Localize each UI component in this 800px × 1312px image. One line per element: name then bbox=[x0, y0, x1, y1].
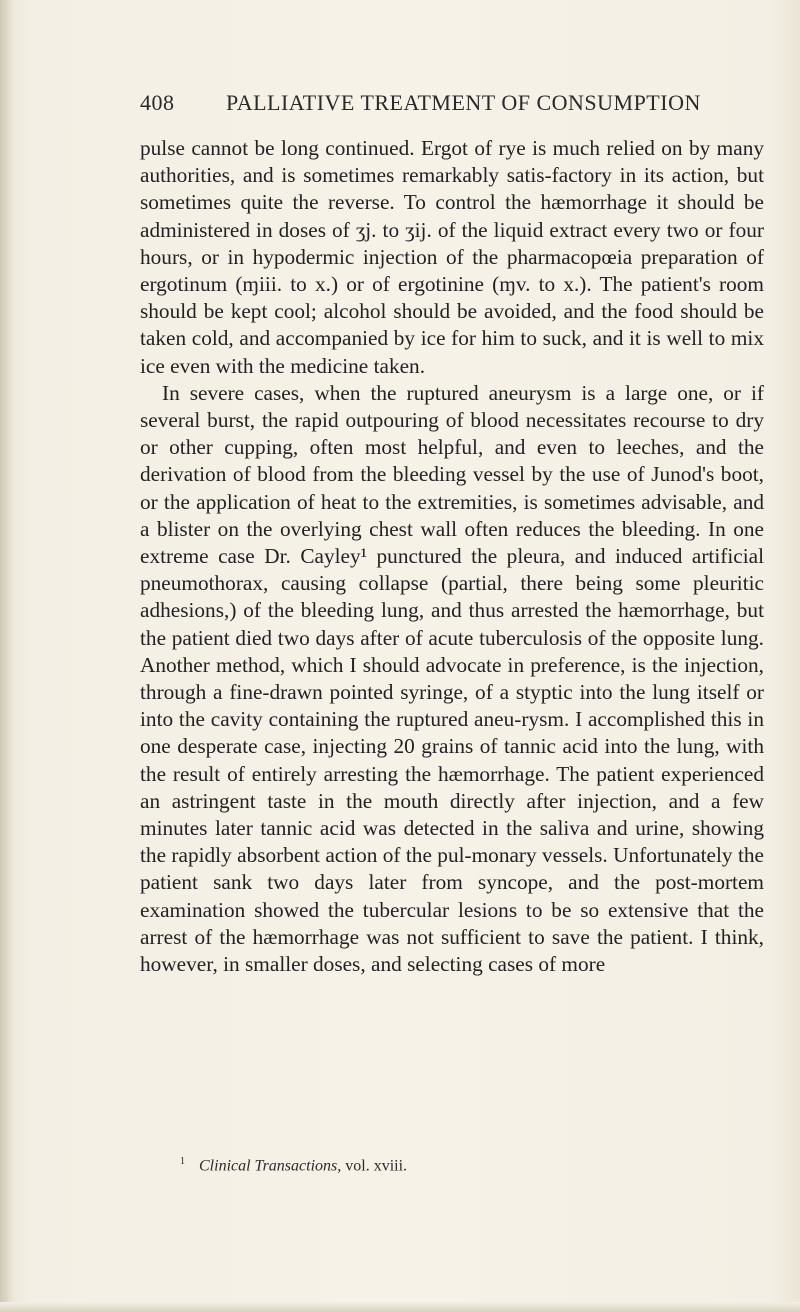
paragraph-ergot: pulse cannot be long continued. Ergot of rye is much relied on by many authorities, and is sometimes remarkably satis-factory in its action, but sometimes quite the reverse. To control the hæmorrhage it should be administered in doses of ʒj. to ʒij. of the liquid extract every two or four hours, or in hypodermic injection of the pharmacopœia preparation of ergotinum (ɱiii. to x.) or of ergotinine (ɱv. to x.). The patient's room should be kept cool; alcohol should be avoided, and the food should be taken cold, and accompanied by ice for him to suck, and it is well to mix ice even with the medicine taken. bbox=[140, 136, 764, 378]
paragraph-severe-cases: In severe cases, when the ruptured aneurysm is a large one, or if several burst, the rapid outpouring of blood necessitates recourse to dry or other cupping, often most helpful, and even to leeches, and the derivation of blood from the bleeding vessel by the use of Junod's boot, or the application of heat to the extremities, is sometimes advisable, and a blister on the overlying chest wall often reduces the bleeding. In one extreme case Dr. Cayley¹ punctured the pleura, and induced artificial pneumothorax, causing collapse (partial, there being some pleuritic adhesions,) of the bleeding lung, and thus arrested the hæmorrhage, but the patient died two days after of acute tuberculosis of the opposite lung. Another method, which I should advocate in preference, is the injection, through a fine-drawn pointed syringe, of a styptic into the lung itself or into the cavity containing the ruptured aneu-rysm. I accomplished this in one desperate case, injecting 20 grains of tannic acid into the lung, with the result of entirely arresting the hæmorrhage. The patient experienced an astringent taste in the mouth directly after injection, and a few minutes later tannic acid was detected in the saliva and urine, showing the rapidly absorbent action of the pul-monary vessels. Unfortunately the patient sank two days later from syncope, and the post-mortem examination showed the tubercular lesions to be so extensive that the arrest of the hæmorrhage was not sufficient to save the patient. I think, however, in smaller doses, and selecting cases of more bbox=[140, 380, 764, 977]
page-number: 408 bbox=[140, 90, 175, 115]
page-binding-edge bbox=[0, 0, 14, 1312]
footnote-journal: Clinical Transactions, bbox=[199, 1157, 342, 1175]
running-title: PALLIATIVE TREATMENT OF CONSUMPTION bbox=[226, 90, 701, 115]
footnote-volume: vol. xviii. bbox=[345, 1157, 408, 1175]
body-text bbox=[140, 135, 764, 978]
footnote bbox=[180, 1156, 407, 1175]
footnote-mark: 1 bbox=[180, 1156, 185, 1167]
page-bottom-edge bbox=[0, 1302, 800, 1312]
page-header bbox=[140, 90, 760, 120]
